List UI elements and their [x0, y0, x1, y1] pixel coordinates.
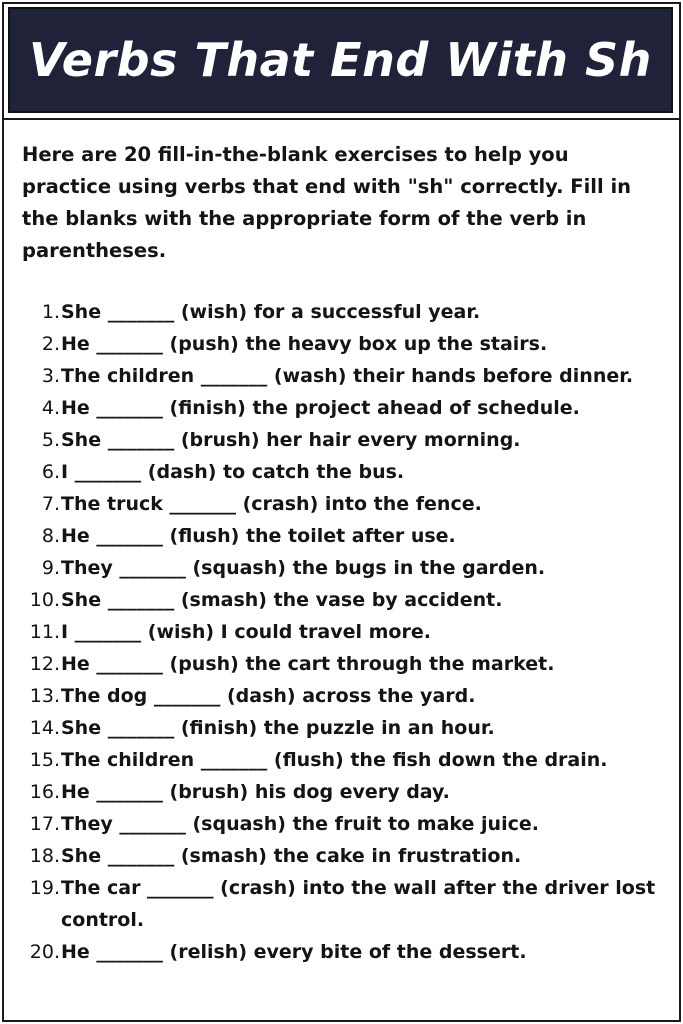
- exercise-sentence: He _______ (flush) the toilet after use.: [61, 525, 456, 547]
- exercise-item: [20, 424, 660, 456]
- exercise-list: [20, 296, 660, 968]
- exercise-number: 6.: [41, 461, 60, 483]
- exercise-sentence: The children _______ (wash) their hands before dinner.: [61, 365, 634, 387]
- exercise-number: 2.: [41, 333, 60, 355]
- exercise-number: 18.: [29, 845, 60, 867]
- exercise-item: [20, 936, 660, 968]
- exercise-number: 7.: [41, 493, 60, 515]
- exercise-item: [20, 776, 660, 808]
- exercise-sentence: The truck _______ (crash) into the fence.: [61, 493, 482, 515]
- exercise-sentence: He _______ (relish) every bite of the dessert.: [61, 941, 527, 963]
- exercise-number: 16.: [29, 781, 60, 803]
- exercise-sentence: He _______ (push) the cart through the market.: [61, 653, 555, 675]
- exercise-sentence: They _______ (squash) the bugs in the garden.: [61, 557, 546, 579]
- title-banner: [8, 7, 673, 113]
- exercise-item: [20, 712, 660, 744]
- exercise-number: 15.: [29, 749, 60, 771]
- exercise-number: 5.: [41, 429, 60, 451]
- exercise-number: 12.: [29, 653, 60, 675]
- exercise-sentence: The car _______ (crash) into the wall after the driver lost control.: [61, 877, 656, 931]
- exercise-sentence: He _______ (brush) his dog every day.: [61, 781, 450, 803]
- exercise-item: [20, 456, 660, 488]
- exercise-sentence: I _______ (dash) to catch the bus.: [61, 461, 405, 483]
- exercise-sentence: They _______ (squash) the fruit to make juice.: [61, 813, 539, 835]
- exercise-sentence: She _______ (wish) for a successful year.: [61, 301, 481, 323]
- exercise-sentence: The dog _______ (dash) across the yard.: [61, 685, 476, 707]
- exercise-sentence: The children _______ (flush) the fish down the drain.: [61, 749, 608, 771]
- exercise-item: [20, 744, 660, 776]
- exercise-sentence: She _______ (smash) the cake in frustration.: [61, 845, 522, 867]
- exercise-item: [20, 520, 660, 552]
- exercise-number: 19.: [29, 877, 60, 899]
- exercise-number: 3.: [41, 365, 60, 387]
- exercise-sentence: He _______ (finish) the project ahead of schedule.: [61, 397, 580, 419]
- exercise-number: 8.: [41, 525, 60, 547]
- exercise-number: 20.: [29, 941, 60, 963]
- exercise-item: [20, 328, 660, 360]
- exercise-number: 9.: [41, 557, 60, 579]
- intro-paragraph: Here are 20 fill-in-the-blank exercises to help you practice using verbs that end with "sh" correctly. Fill in the blanks with the appropriate form of the verb in parentheses.: [22, 143, 632, 262]
- title-divider: [4, 118, 679, 120]
- exercise-item: [20, 872, 660, 936]
- exercise-sentence: I _______ (wish) I could travel more.: [61, 621, 431, 643]
- exercise-item: [20, 296, 660, 328]
- exercise-item: [20, 840, 660, 872]
- exercise-sentence: She _______ (brush) her hair every morning.: [61, 429, 521, 451]
- exercise-number: 14.: [29, 717, 60, 739]
- exercise-item: [20, 552, 660, 584]
- exercise-item: [20, 392, 660, 424]
- exercise-item: [20, 616, 660, 648]
- exercise-number: 17.: [29, 813, 60, 835]
- exercise-item: [20, 680, 660, 712]
- exercise-item: [20, 584, 660, 616]
- exercise-number: 1.: [41, 301, 60, 323]
- exercise-number: 11.: [29, 621, 60, 643]
- exercise-number: 4.: [41, 397, 60, 419]
- exercise-number: 10.: [29, 589, 60, 611]
- exercise-sentence: She _______ (finish) the puzzle in an hour.: [61, 717, 495, 739]
- exercise-sentence: She _______ (smash) the vase by accident.: [61, 589, 503, 611]
- exercise-item: [20, 808, 660, 840]
- exercise-item: [20, 360, 660, 392]
- exercise-number: 13.: [29, 685, 60, 707]
- exercise-item: [20, 648, 660, 680]
- page-title: Verbs That End With Sh: [29, 33, 652, 87]
- exercise-item: [20, 488, 660, 520]
- exercise-sentence: He _______ (push) the heavy box up the stairs.: [61, 333, 548, 355]
